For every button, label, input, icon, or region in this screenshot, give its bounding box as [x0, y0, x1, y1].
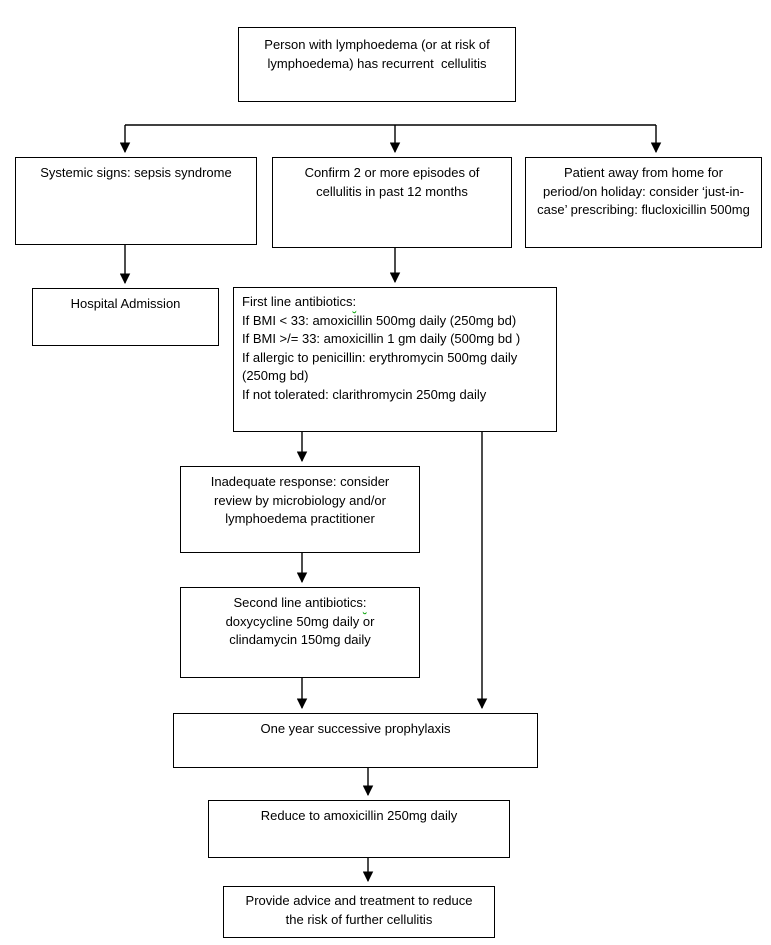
text-line: If allergic to penicillin: erythromycin 500mg daily: [242, 349, 518, 365]
text-line: period/on holiday: consider ‘just-in-: [543, 183, 744, 199]
text-line: (250mg bd): [242, 368, 309, 384]
text-line: lymphoedema practitioner: [225, 511, 375, 527]
text-line: If not tolerated: clarithromycin 250mg daily: [242, 386, 487, 402]
text-line: cellulitis in past 12 months: [316, 183, 468, 199]
node-patient-away-from-home: [525, 157, 762, 248]
second-line-antibiotics-lines: [181, 613, 419, 650]
node-second-line-antibiotics: [180, 587, 420, 678]
text-line: Provide advice and treatment to reduce: [245, 893, 473, 908]
text-line: review by microbiology and/or: [214, 492, 386, 508]
text-line: If BMI < 33: amoxicillin 500mg daily (250mg bd): [242, 312, 517, 328]
node-first-line-antibiotics: [233, 287, 557, 432]
text-line: Systemic signs: sepsis syndrome: [40, 165, 232, 180]
text-line: Inadequate response: consider: [210, 474, 390, 489]
text-line: clindamycin 150mg daily: [229, 632, 371, 648]
text-line: Person with lymphoedema (or at risk of: [264, 37, 490, 52]
node-one-year-prophylaxis: [173, 713, 538, 768]
text-line: If BMI >/= 33: amoxicillin 1 gm daily (500mg bd ): [242, 331, 521, 347]
node-inadequate-response: [180, 466, 420, 553]
second-line-title-text: Second line antibiotics: [233, 595, 363, 610]
first-line-antibiotics-title: [242, 293, 554, 312]
first-line-antibiotics-lines: [242, 312, 554, 405]
first-line-title-text: First line antibiotics: [242, 294, 353, 309]
text-line: Confirm 2 or more episodes of: [304, 165, 480, 180]
text-line: doxycycline 50mg daily or: [225, 613, 375, 629]
spellcheck-squiggle: :: [362, 595, 367, 610]
node-systemic-signs: [15, 157, 257, 245]
text-line: Reduce to amoxicillin 250mg daily: [260, 808, 458, 823]
text-line: the risk of further cellulitis: [285, 911, 433, 927]
text-line: lymphoedema) has recurrent cellulitis: [267, 55, 487, 71]
node-reduce-amoxicillin: [208, 800, 510, 858]
second-line-antibiotics-title: [181, 594, 419, 613]
spellcheck-squiggle: :: [352, 294, 357, 309]
text-line: case’ prescribing: flucloxicillin 500mg: [537, 202, 750, 218]
node-provide-advice: [223, 886, 495, 938]
text-line: One year successive prophylaxis: [260, 721, 451, 736]
node-confirm-episodes: [272, 157, 512, 248]
text-line: Patient away from home for: [564, 165, 723, 180]
node-person-with-lymphoedema: [238, 27, 516, 102]
text-line: Hospital Admission: [70, 296, 181, 311]
node-hospital-admission: [32, 288, 219, 346]
